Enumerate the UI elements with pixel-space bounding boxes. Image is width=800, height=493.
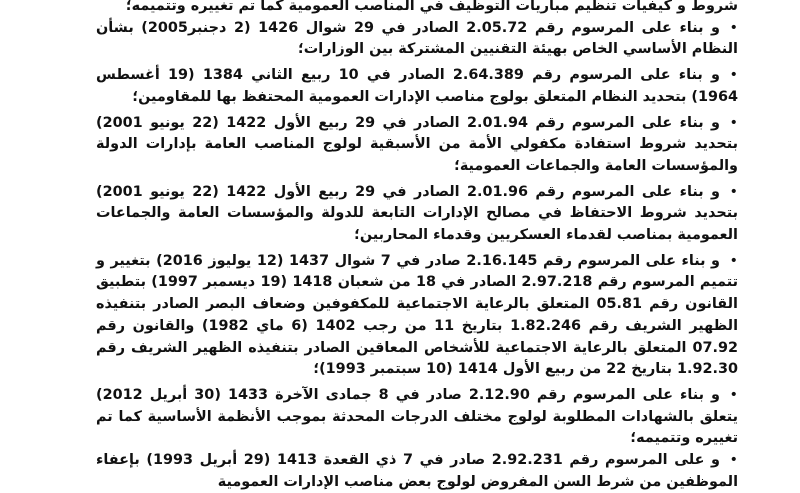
paragraph-text: و بناء على المرسوم رقم 2.12.90 صادر في 8 جمادى الآخرة 1433 (30 أبريل 2012) يتعلق بالشهادات المطلوبة لولوج مختلف الدرجات المحدثة بموجب الأنظمة الأساسية كما تم تغييره وتتميمه؛ [96, 386, 738, 447]
paragraph-decree-2-64-389 [96, 65, 738, 108]
paragraph-text: شروط و كيفيات تنظيم مباريات التوظيف في المناصب العمومية كما تم تغييره وتتميمه؛ [125, 0, 738, 14]
paragraph-text: و بناء على المرسوم رقم 2.16.145 صادر في 7 شوال 1437 (12 يوليوز 2016) بتغيير و تتميم المرسوم رقم 2.97.218 الصادر في 18 من شعبان 1418 (19 ديسمبر 1997) بتطبيق القانون رقم 05.81 المتعلق بالرعاية الاجتماعية للمكفوفين وضعاف البصر الصادر بتنفيذه الظهير الشريف رقم 1.82.246 بتاريخ 11 من رجب 1402 (6 ماي 1982) والقانون رقم 07.92 المتعلق بالرعاية الاجتماعية للأشخاص المعاقين الصادر بتنفيذه الظهير الشريف رقم 1.92.30 بتاريخ 22 من ربيع الأول 1414 (10 سبتمبر 1993)؛ [96, 252, 739, 378]
paragraph-text: و بناء على المرسوم رقم 2.64.389 الصادر في 10 ربيع الثاني 1384 (19 أغسطس 1964) بتحديد النظام المتعلق بولوج مناصب الإدارات العمومية المحتفظ بها للمقاومين؛ [96, 67, 738, 105]
bullet-icon: • [729, 67, 739, 84]
paragraph-decree-2-05-72 [96, 18, 738, 61]
bullet-icon: • [729, 19, 739, 36]
paragraph-decree-2-92-231 [96, 450, 738, 493]
paragraph-decree-2-01-94 [96, 113, 738, 178]
bullet-icon: • [729, 183, 738, 200]
paragraph-decree-2-01-96 [96, 182, 738, 247]
bullet-icon: • [729, 252, 739, 269]
paragraph-text: و بناء على المرسوم رقم 2.01.96 الصادر في 29 ربيع الأول 1422 (22 يونيو 2001) بتحديد شروط الاحتفاظ في مصالح الإدارات التابعة للدولة والمؤسسات العامة والجماعات العمومية بمناصب لقدماء العسكريين وقدماء المحاربين؛ [96, 183, 738, 244]
paragraph-text: و بناء على المرسوم رقم 2.01.94 الصادر في 29 ربيع الأول 1422 (22 يونيو 2001) بتحديد شروط استفادة مكفولي الأمة من الأسبقية لولوج المناصب العامة بإدارات الدولة والمؤسسات العامة والجماعات العمومية؛ [96, 114, 738, 174]
paragraph-decree-2-12-90 [96, 385, 738, 450]
paragraph-intro [96, 0, 738, 18]
paragraph-text: و بناء على المرسوم رقم 2.05.72 الصادر في 29 شوال 1426 (2 دجنبر2005) بشأن النظام الأساسي الخاص بهيئة التقنيين المشتركة بين الوزارات؛ [96, 19, 738, 58]
paragraph-decree-2-16-145 [96, 251, 738, 381]
bullet-icon: • [729, 386, 739, 403]
paragraph-text: و على المرسوم رقم 2.92.231 صادر في 7 ذي القعدة 1413 (29 أبريل 1993) بإعفاء الموظفين من شرط السن المفروض لولوج بعض مناصب الإدارات العمومية [96, 452, 738, 490]
bullet-icon: • [729, 114, 738, 131]
bullet-icon: • [729, 452, 738, 469]
